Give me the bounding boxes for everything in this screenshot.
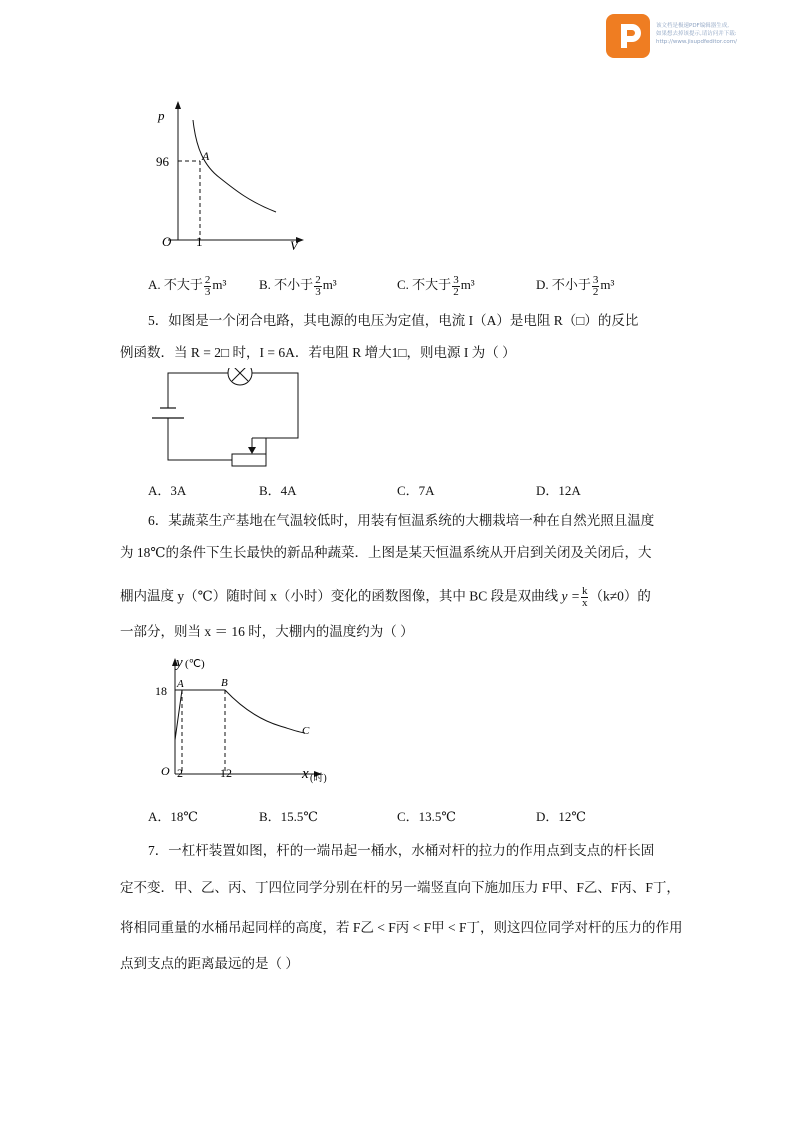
q5-option-d[interactable]: D．12A: [536, 483, 581, 498]
rheostat-icon: [232, 454, 266, 466]
q5-option-a[interactable]: A．3A: [148, 483, 187, 498]
fraction: [592, 275, 600, 298]
q6-line-4: 一部分，则当 x ＝ 16 时，大棚内的温度约为（ ）: [120, 624, 414, 639]
option-text: 不大于: [412, 277, 452, 292]
x-tick-2: 2: [177, 766, 183, 780]
circuit-diagram: [148, 368, 308, 472]
option-unit: m³: [322, 277, 337, 292]
note-line: http://www.jisupdfeditor.com/: [656, 39, 737, 45]
note-line: 该文档是极速PDF编辑器生成,: [656, 23, 729, 29]
wire-bottom-left: [168, 418, 232, 460]
q6-option-c[interactable]: C．13.5℃: [397, 809, 456, 824]
fraction: [452, 275, 460, 298]
q6-line-1: 6．某蔬菜生产基地在气温较低时，用装有恒温系统的大棚栽培一种在自然光照且温度: [148, 513, 655, 528]
point-b-label: B: [221, 677, 228, 689]
option-letter: C.: [397, 277, 409, 292]
option-unit: m³: [460, 277, 475, 292]
y-tick-96: 96: [156, 154, 169, 169]
fraction-num: 3: [592, 273, 599, 286]
fraction-num: 2: [204, 273, 211, 286]
slider-arrow-icon: [248, 447, 256, 454]
origin-label: O: [162, 234, 172, 249]
q4-option-b[interactable]: [259, 274, 337, 298]
lamp-icon: [228, 368, 252, 385]
fraction-den: x: [581, 597, 588, 609]
point-c-label: C: [302, 725, 310, 737]
fraction-den: 2: [453, 285, 459, 298]
p-logo-icon: [606, 14, 650, 58]
fraction-num: 3: [453, 273, 459, 286]
q7-line-4: 点到支点的距离最远的是（ ）: [120, 956, 299, 971]
wire-top-left: [168, 373, 228, 380]
q6-option-a[interactable]: A．18℃: [148, 809, 198, 824]
q6-line-3-tail: （k≠0）的: [589, 588, 651, 604]
temperature-time-graph: [150, 650, 340, 790]
temperature-curve-hyperbola: [225, 690, 305, 733]
point-a-label: A: [177, 678, 184, 690]
q6-line-3-text: 棚内温度 y（℃）随时间 x（小时）变化的函数图像，其中 BC 段是双曲线: [120, 588, 559, 604]
fraction-k-over-x: [581, 586, 589, 609]
q7-line-3: 将相同重量的水桶吊起同样的高度，若 F乙 < F丙 < F甲 < F丁，则这四位同学对杆的压力的作用: [120, 920, 683, 935]
q6-option-d[interactable]: D．12℃: [536, 809, 586, 824]
equation-lhs: y =: [561, 588, 580, 604]
q4-option-c[interactable]: [397, 274, 475, 298]
option-text: 不小于: [551, 277, 591, 292]
note-line: 如果想去掉该提示,请访问并下载:: [656, 31, 737, 37]
y-axis-label: p: [158, 108, 165, 123]
q5-option-c[interactable]: C．7A: [397, 483, 435, 498]
q4-option-a[interactable]: [148, 274, 226, 298]
q7-line-2: 定不变．甲、乙、丙、丁四位同学分别在杆的另一端竖直向下施加压力 F甲、F乙、F丙、F丁，: [120, 880, 680, 895]
x-axis-unit: (时): [310, 773, 327, 784]
fraction: [204, 275, 212, 298]
q4-option-d[interactable]: [536, 274, 614, 298]
x-tick-1: 1: [196, 234, 203, 249]
q6-line-3: [120, 586, 651, 609]
pressure-volume-graph: [150, 98, 310, 258]
option-letter: B.: [259, 277, 271, 292]
option-unit: m³: [212, 277, 227, 292]
x-tick-12: 12: [220, 766, 232, 780]
x-axis-label: V: [290, 238, 298, 253]
q5-line-2: 例函数．当 R = 2□ 时，I = 6A．若电阻 R 增大1□，则电源 I 为（ ）: [120, 345, 516, 360]
wire-top-right: [252, 373, 298, 438]
fraction-num: k: [581, 585, 588, 597]
y-tick-18: 18: [155, 684, 167, 698]
q5-line-1: 5．如图是一个闭合电路，其电源的电压为定值，电流 I（A）是电阻 R（□）的反比: [148, 313, 639, 328]
fraction-den: 3: [315, 285, 321, 298]
x-axis-label: x: [302, 766, 309, 782]
option-text: 不小于: [274, 277, 314, 292]
q6-line-2: 为 18℃的条件下生长最快的新品种蔬菜．上图是某天恒温系统从开启到关闭及关闭后，大: [120, 545, 652, 560]
hyperbola-curve: [193, 120, 276, 212]
fraction-den: 3: [204, 285, 211, 298]
y-axis-unit: (℃): [185, 658, 205, 670]
q7-line-1: 7．一杠杆装置如图，杆的一端吊起一桶水，水桶对杆的拉力的作用点到支点的杆长固: [148, 843, 655, 858]
option-letter: D.: [536, 277, 549, 292]
option-unit: m³: [600, 277, 615, 292]
q5-option-b[interactable]: B．4A: [259, 483, 297, 498]
fraction: [314, 275, 322, 298]
origin-label: O: [161, 764, 170, 778]
option-letter: A.: [148, 277, 161, 292]
q6-option-b[interactable]: B．15.5℃: [259, 809, 318, 824]
option-text: 不大于: [163, 277, 203, 292]
fraction-num: 2: [315, 273, 321, 286]
y-axis-arrow: [175, 101, 181, 109]
watermark-note: [656, 22, 737, 46]
fraction-den: 2: [592, 285, 599, 298]
point-a-label: A: [202, 149, 210, 163]
y-axis-label: y: [176, 655, 183, 671]
